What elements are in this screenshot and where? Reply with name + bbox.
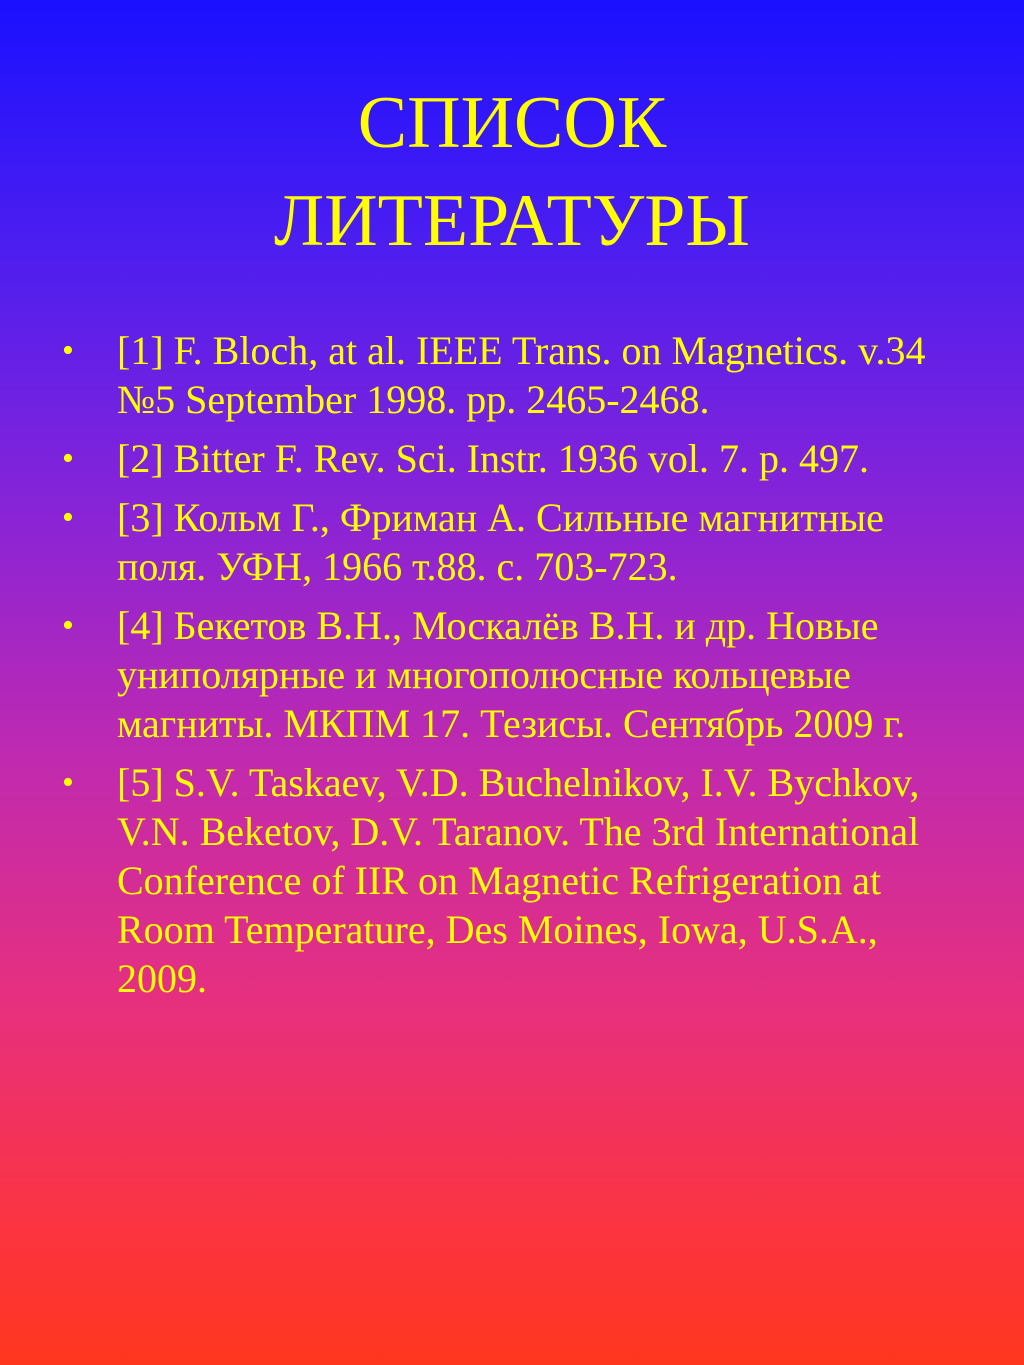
bullet-icon: • (62, 499, 74, 536)
bullet-icon: • (62, 764, 74, 801)
bullet-icon: • (62, 607, 74, 644)
slide-title (0, 74, 1024, 270)
reference-text-2: [2] Bitter F. Rev. Sci. Instr. 1936 vol. 7. p. 497. (117, 436, 869, 481)
reference-list (0, 326, 1024, 1013)
bullet-icon: • (62, 440, 74, 477)
title-line-1: СПИСОК (357, 82, 667, 164)
title-line-2: ЛИТЕРАТУРЫ (274, 180, 750, 262)
reference-item-4 (0, 601, 1024, 748)
reference-text-5: [5] S.V. Taskaev, V.D. Buchelnikov, I.V. Bychkov, V.N. Beketov, D.V. Taranov. The 3rd International Conference of IIR on Magnetic Refrigeration at Room Temperature, Des Moines, Iowa, U.S.A., 2009. (117, 760, 920, 1001)
reference-item-3 (0, 493, 1024, 591)
reference-text-1: [1] F. Bloch, at al. IEEE Trans. on Magnetics. v.34 №5 September 1998. pp. 2465-2468. (117, 328, 926, 422)
reference-text-4: [4] Бекетов В.Н., Москалёв В.Н. и др. Новые униполярные и многополюсные кольцевые магниты. МКПМ 17. Тезисы. Сентябрь 2009 г. (117, 603, 906, 746)
reference-item-1 (0, 326, 1024, 424)
reference-text-3: [3] Кольм Г., Фриман А. Сильные магнитные поля. УФН, 1966 т.88. с. 703-723. (117, 495, 884, 589)
bullet-icon: • (62, 332, 74, 369)
reference-item-2 (0, 434, 1024, 483)
reference-item-5 (0, 758, 1024, 1003)
